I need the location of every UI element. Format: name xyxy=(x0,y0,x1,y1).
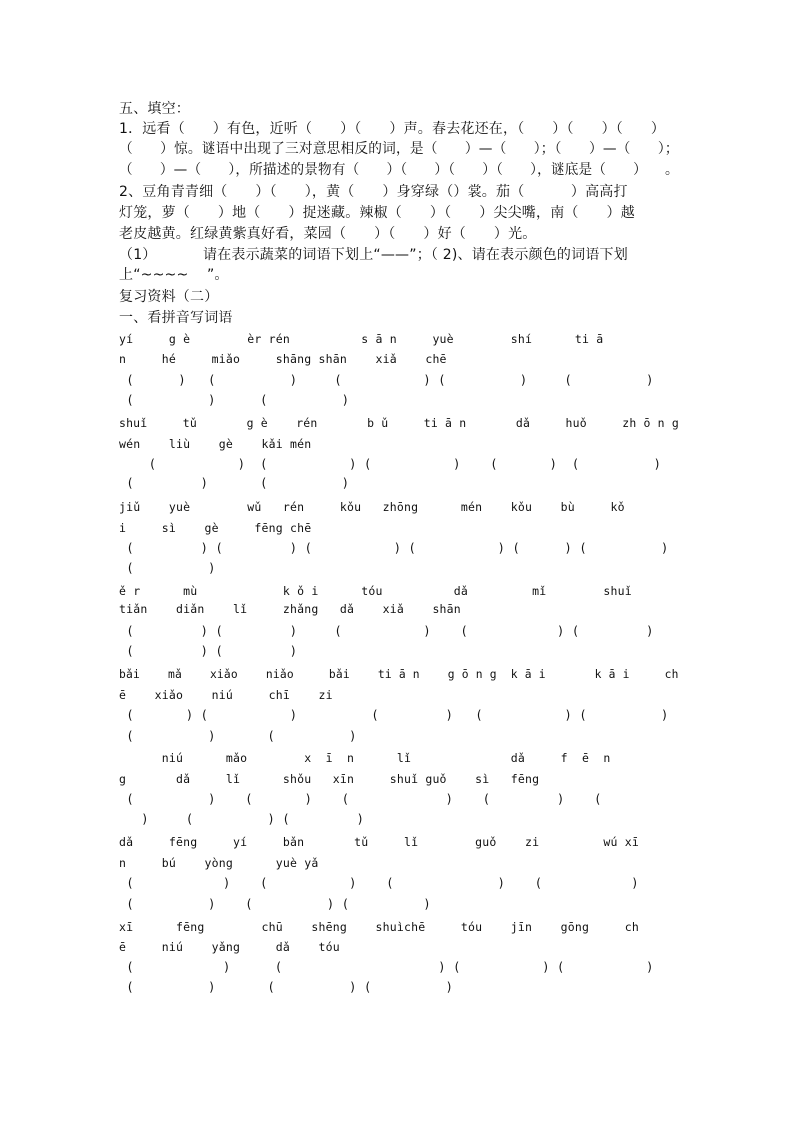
answer-box-line: ( ) xyxy=(119,561,216,575)
fill-blank-line: 老皮越黄。红绿黄紫真好看，菜园（ ）（ ）好（ ）光。 xyxy=(119,226,537,242)
pinyin-line: dǎ fēng yí bǎn tǔ lǐ guǒ zi wú xī xyxy=(119,835,640,849)
pinyin-line: yí g è èr rén s ā n yuè shí ti ā xyxy=(119,332,604,346)
pinyin-line: wén liù gè kǎi mén xyxy=(119,437,312,451)
pinyin-line: ě r mù k ǒ i tóu dǎ mǐ shuǐ xyxy=(119,584,632,598)
fill-blank-line: （ ）—（ ），所描述的景物有（ ）（ ）（ ）（ ），谜底是（ ） 。 xyxy=(119,162,679,178)
pinyin-line: i sì gè fēng chē xyxy=(119,521,312,535)
pinyin-line: niú mǎo x ī n lǐ dǎ f ē n xyxy=(119,751,611,765)
pinyin-line: tiǎn diǎn lǐ zhǎng dǎ xiǎ shān xyxy=(119,602,461,616)
exercise-subtitle: 一、看拼音写词语 xyxy=(119,310,233,326)
answer-box-line: ( ) ( ) xyxy=(119,393,350,407)
answer-box-line: ( ) ( ) xyxy=(119,476,350,490)
answer-box-line: ( ) ( ) ( ) xyxy=(119,980,454,994)
answer-box-line: ( ) ( ) ( ) ( ) ( ) xyxy=(119,708,669,722)
instruction-line: （1） 请在表示蔬菜的词语下划上“——”；（ 2)、请在表示颜色的词语下划 xyxy=(119,247,628,263)
pinyin-line: ē xiǎo niú chī zi xyxy=(119,688,333,702)
pinyin-line: jiǔ yuè wǔ rén kǒu zhōng mén kǒu bù kǒ xyxy=(119,500,625,514)
pinyin-line: n hé miǎo shāng shān xiǎ chē xyxy=(119,352,447,366)
pinyin-line: shuǐ tǔ g è rén b ǔ ti ā n dǎ huǒ zh ō n g xyxy=(119,416,679,430)
review-title: 复习资料（二） xyxy=(119,289,219,305)
fill-blank-line: 2、豆角青青细（ ）（ ），黄（ ）身穿绿（）裳。茄（ ）高高打 xyxy=(119,184,628,200)
pinyin-line: ē niú yǎng dǎ tóu xyxy=(119,940,340,954)
answer-box-line: ( ) ( ) ( ) xyxy=(119,897,431,911)
answer-box-line: ( ) ( ) ( ) ( ) xyxy=(119,876,639,890)
instruction-line: 上“~~~~ ”。 xyxy=(119,267,229,283)
fill-blank-line: （ ）惊。谜语中出现了三对意思相反的词，是（ ）—（ ）；（ ）—（ ）； xyxy=(119,141,679,157)
answer-box-line: ( ) ( ) ( ) ( ) ( ) xyxy=(119,624,654,638)
pinyin-line: xī fēng chū shēng shuìchē tóu jīn gōng ch xyxy=(119,920,640,934)
answer-box-line: ( ) ( ) ( ) ( ) xyxy=(119,960,654,974)
pinyin-line: g dǎ lǐ shǒu xīn shuǐ guǒ sì fēng xyxy=(119,772,540,786)
answer-box-line: ( ) ( ) ( ) ( ) ( xyxy=(119,792,602,806)
fill-blank-line: 1．远看（ ）有色，近听（ ）（ ）声。春去花还在，（ ）（ ）（ ） xyxy=(119,121,666,137)
answer-box-line: ( ) ( ) ( ) ( ) ( ) xyxy=(119,457,661,471)
pinyin-line: bǎi mǎ xiǎo niǎo bǎi ti ā n g ō n g k ā i k ā i ch xyxy=(119,667,679,681)
answer-box-line: ( ) ( ) ( ) ( ) ( ) xyxy=(119,373,654,387)
answer-box-line: ( ) ( ) ( ) ( ) ( ) ( ) xyxy=(119,541,669,555)
answer-box-line: ( ) ( ) xyxy=(119,644,298,658)
section-heading: 五、填空： xyxy=(119,101,190,117)
answer-box-line: ) ( ) ( ) xyxy=(119,812,365,826)
pinyin-line: n bú yòng yuè yǎ xyxy=(119,856,319,870)
answer-box-line: ( ) ( ) xyxy=(119,729,357,743)
fill-blank-line: 灯笼，萝（ ）地（ ）捉迷藏。辣椒（ ）（ ）尖尖嘴，南（ ）越 xyxy=(119,205,635,221)
